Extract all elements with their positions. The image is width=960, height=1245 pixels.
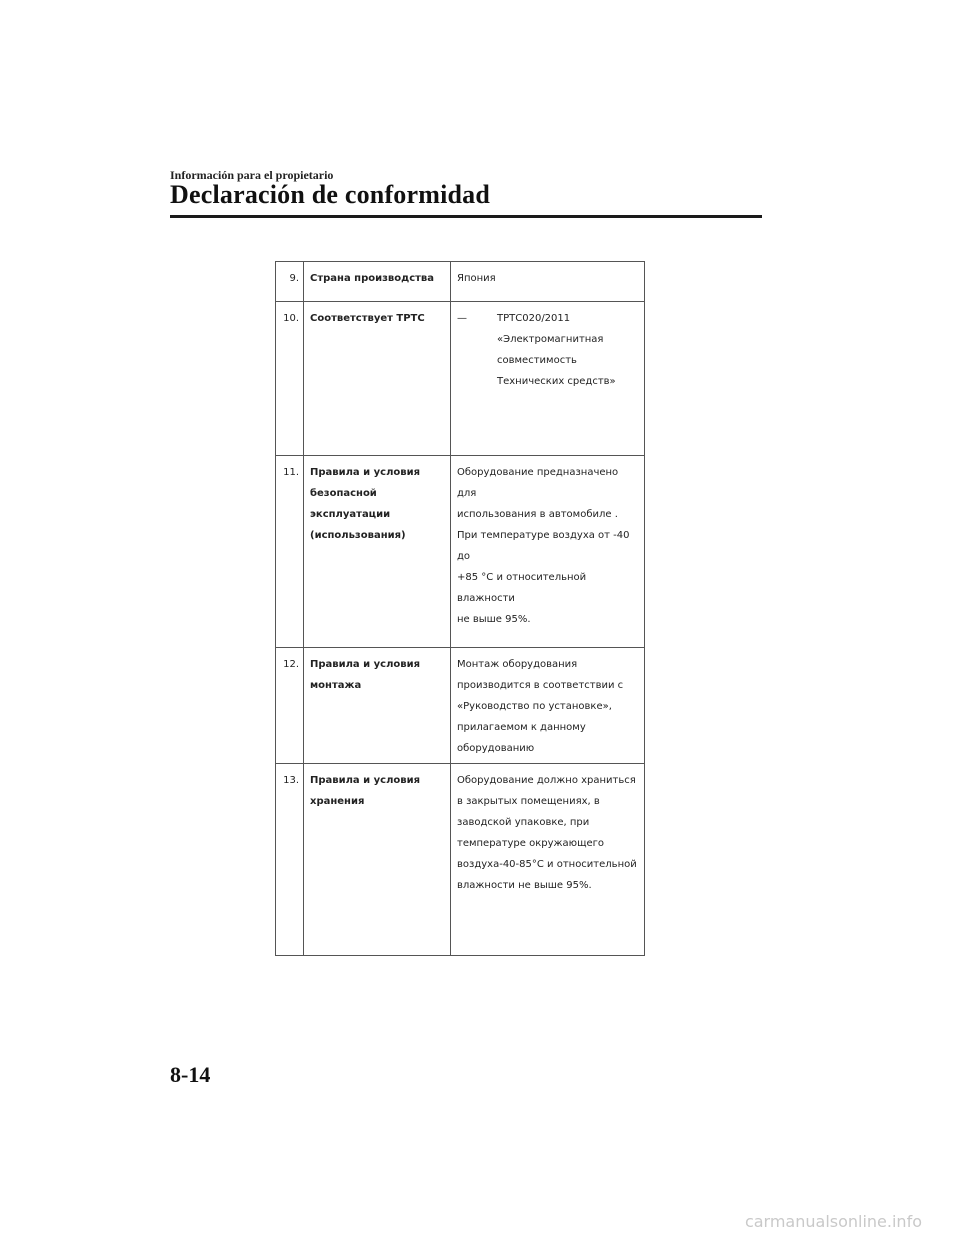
row-name — [304, 302, 451, 456]
row-name — [304, 456, 451, 648]
row-value-line: При температуре воздуха от -40 до — [457, 530, 630, 562]
page-number: 8-14 — [170, 1062, 211, 1087]
table-row — [276, 648, 645, 764]
row-value-line: совместимость — [497, 355, 577, 366]
row-name-line: Правила и условия — [310, 775, 421, 786]
table-row — [276, 262, 645, 302]
row-name-line: монтажа — [310, 680, 362, 691]
watermark-text: carmanualsonline.info — [744, 1212, 922, 1231]
row-name-line: Правила и условия — [310, 659, 421, 670]
row-name — [304, 648, 451, 764]
row-value-line: заводской упаковке, при — [457, 817, 590, 828]
row-value — [451, 764, 645, 956]
row-name-line: Страна производства — [310, 273, 435, 284]
declaration-table — [275, 261, 645, 956]
row-value-line: Япония — [457, 273, 496, 284]
row-value-line: прилагаемом к данному — [457, 722, 586, 733]
row-name-line: хранения — [310, 796, 365, 807]
row-number: 11. — [276, 456, 304, 648]
row-value-line: не выше 95%. — [457, 614, 531, 625]
row-value-line: Монтаж оборудования — [457, 659, 578, 670]
row-value — [451, 302, 645, 456]
row-value-line: использования в автомобиле . — [457, 509, 618, 520]
table-row — [276, 764, 645, 956]
row-name — [304, 764, 451, 956]
row-value-line: влажности не выше 95%. — [457, 880, 592, 891]
section-label: Información para el propietario — [170, 168, 334, 182]
row-value-line: в закрытых помещениях, в — [457, 796, 600, 807]
row-value-line: Технических средств» — [497, 376, 616, 387]
row-number: 13. — [276, 764, 304, 956]
row-value-line: «Руководство по установке», — [457, 701, 612, 712]
row-value-line: Оборудование должно храниться — [457, 775, 636, 786]
row-value-line: «Электромагнитная — [497, 334, 604, 345]
row-name — [304, 262, 451, 302]
row-value-line: +85 °С и относительной влажности — [457, 572, 587, 604]
row-number: 12. — [276, 648, 304, 764]
row-value-line: оборудованию — [457, 743, 535, 754]
row-name-line: (использования) — [310, 530, 406, 541]
row-value — [451, 648, 645, 764]
row-number: 10. — [276, 302, 304, 456]
row-value — [451, 456, 645, 648]
row-value-line: температуре окружающего — [457, 838, 605, 849]
row-name-line: Правила и условия — [310, 467, 421, 478]
row-name-line: эксплуатации — [310, 509, 391, 520]
title-divider — [170, 215, 762, 218]
row-value-line: Оборудование предназначено для — [457, 467, 619, 499]
row-value — [451, 262, 645, 302]
row-name-line: безопасной — [310, 488, 377, 499]
table-row — [276, 302, 645, 456]
dash-mark: — — [457, 313, 467, 324]
table-row — [276, 456, 645, 648]
row-value-line: воздуха-40-85°С и относительной — [457, 859, 637, 870]
standard-code: ТРТС020/2011 — [497, 313, 571, 324]
row-value-line: производится в соответствии с — [457, 680, 624, 691]
row-name-line: Соответствует ТРТС — [310, 313, 425, 324]
row-number: 9. — [276, 262, 304, 302]
page-title: Declaración de conformidad — [170, 180, 491, 209]
